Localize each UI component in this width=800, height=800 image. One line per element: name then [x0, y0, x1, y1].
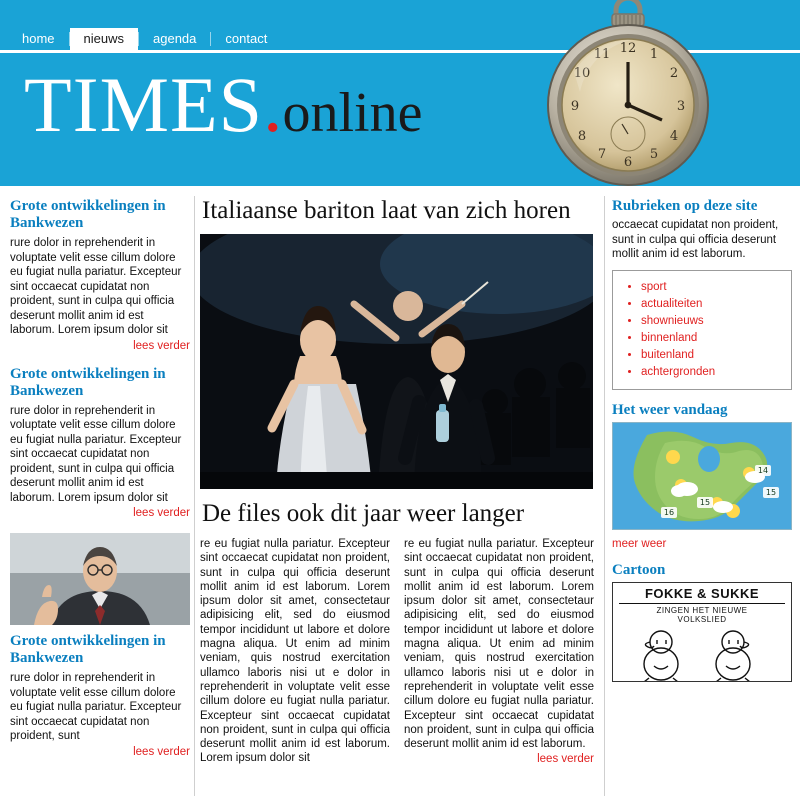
logo-dot: .	[263, 61, 283, 148]
cartoon-ducks-illustration	[613, 624, 791, 682]
list-item-binnenland[interactable]	[641, 330, 783, 347]
man-portrait-photo	[10, 533, 190, 625]
article-body-col-2: re eu fugiat nulla pariatur. Excepteur sint occaecat cupidatat non proident, sunt in culpa qui officia deserunt mollit anim id est laborum. Lorem ipsum dolor sit amet, consectetaur adipisicing elit, sed do eiusmod tempor incididunt ut labore et dolore magna aliqua. Ut enim ad minim veniam, quis nostrud exercitation ullamco laboris nisi ut e dolor in reprehenderit in voluptate velit esse cillum dolore eu fugiat nulla pariatur. Excepteur sint occaecat cupidatat non proident, sunt in culpa qui officia deserunt mollit anim id est laborum.	[404, 538, 594, 751]
side-article-heading: Grote ontwikkelingen in Bankwezen	[10, 365, 166, 399]
rubriek-label: sport	[641, 280, 667, 293]
list-item-shownieuws[interactable]	[641, 313, 783, 330]
logo-online: online	[282, 82, 423, 144]
rubrieken-list[interactable]	[619, 279, 783, 381]
netherlands-weather-map	[612, 422, 792, 530]
right-column	[612, 198, 792, 682]
logo-times: TIMES	[24, 61, 263, 148]
svg-text:4: 4	[669, 129, 679, 144]
list-item-sport[interactable]	[641, 279, 783, 296]
svg-text:10: 10	[573, 66, 591, 81]
nav-item-home[interactable]: home	[22, 31, 55, 46]
svg-text:15: 15	[699, 497, 711, 507]
svg-text:9: 9	[570, 99, 580, 114]
rubrieken-heading: Rubrieken op deze site	[612, 198, 758, 214]
side-article-body: rure dolor in reprehenderit in voluptate velit esse cillum dolore eu fugiat nulla pariatur. Excepteur sint occaecat cupidatat non proident, sunt	[10, 672, 182, 742]
opera-photo-illustration	[200, 234, 593, 489]
read-more-link[interactable]: lees verder	[133, 507, 190, 519]
rubriek-label: achtergronden	[641, 365, 716, 378]
lead-headline: Italiaanse bariton laat van zich horen	[202, 197, 571, 224]
svg-text:1: 1	[649, 47, 659, 62]
list-item-actualiteiten[interactable]	[641, 296, 783, 313]
page-content	[0, 190, 800, 800]
svg-text:3: 3	[676, 99, 686, 114]
side-article	[10, 633, 190, 760]
rubrieken-intro: occaecat cupidatat non proident, sunt in culpa qui officia deserunt mollit anim id est laborum.	[612, 219, 779, 260]
svg-text:7: 7	[597, 147, 607, 162]
second-headline: De files ook dit jaar weer langer	[202, 500, 525, 527]
cartoon-panel[interactable]	[612, 582, 792, 682]
cartoon-title: FOKKE & SUKKE	[644, 585, 760, 601]
svg-text:11: 11	[593, 47, 611, 62]
rubriek-label: shownieuws	[641, 314, 704, 327]
left-column	[10, 198, 190, 772]
nav-separator	[138, 32, 139, 46]
site-header	[0, 0, 800, 190]
pocket-watch-icon	[534, 0, 722, 188]
list-item-buitenland[interactable]	[641, 347, 783, 364]
cartoon-divider	[619, 603, 785, 604]
nav-item-agenda[interactable]: agenda	[153, 31, 197, 46]
nav-item-nieuws[interactable]: nieuws	[70, 28, 138, 50]
svg-text:8: 8	[577, 129, 587, 144]
svg-text:14: 14	[757, 465, 769, 475]
read-more-link[interactable]: lees verder	[133, 745, 190, 758]
rubriek-label: binnenland	[641, 331, 698, 344]
side-article-body: rure dolor in reprehenderit in voluptate velit esse cillum dolore eu fugiat nulla pariatur. Excepteur sint occaecat cupidatat non proident, sunt in culpa qui officia deserunt mollit anim id est laborum. Lorem ipsum dolor sit	[10, 237, 182, 336]
read-more-link[interactable]: lees verder	[133, 339, 190, 352]
side-article-heading: Grote ontwikkelingen in Bankwezen	[10, 633, 166, 666]
side-article	[10, 366, 190, 522]
svg-text:12: 12	[619, 41, 637, 56]
more-weather-link[interactable]: meer weer	[612, 537, 667, 550]
svg-text:16: 16	[663, 507, 675, 517]
rubriek-label: actualiteiten	[641, 297, 703, 310]
svg-text:15: 15	[765, 487, 777, 497]
nav-item-contact[interactable]: contact	[225, 31, 268, 46]
article-body-col-1: re eu fugiat nulla pariatur. Excepteur sint occaecat cupidatat non proident, sunt in culpa qui officia deserunt mollit anim id est laborum. Lorem ipsum dolor sit amet, consectetaur adipisicing elit, sed do eiusmod tempor incididunt ut labore et dolore magna aliqua. Ut enim ad minim veniam, quis nostrud exercitation ullamco laboris nisi ut e dolor in reprehenderit in voluptate velit esse cillum dolore eu fugiat nulla pariatur. Excepteur sint occaecat cupidatat non proident, sunt in culpa qui officia deserunt mollit anim id est laborum. Lorem ipsum dolor sit	[200, 538, 390, 765]
cartoon-subtitle-line1: ZINGEN HET NIEUWE	[656, 605, 748, 615]
read-more-link[interactable]: lees verder	[537, 753, 594, 766]
site-logo	[24, 61, 423, 152]
side-article-heading: Grote ontwikkelingen in Bankwezen	[10, 198, 166, 231]
column-divider-left	[194, 196, 195, 796]
nav-separator	[69, 32, 70, 46]
svg-text:5: 5	[649, 147, 659, 162]
main-column	[200, 196, 596, 767]
svg-text:6: 6	[623, 155, 633, 170]
rubriek-label: buitenland	[641, 348, 695, 361]
weather-heading: Het weer vandaag	[612, 401, 728, 418]
portrait-illustration	[10, 533, 190, 625]
rubrieken-list-box	[612, 270, 792, 390]
column-divider-right	[604, 196, 605, 796]
cartoon-heading: Cartoon	[612, 561, 666, 578]
nav-separator	[210, 32, 211, 46]
main-nav[interactable]	[8, 28, 281, 50]
weather-map-illustration	[613, 423, 792, 530]
list-item-achtergronden[interactable]	[641, 364, 783, 381]
side-article	[10, 198, 190, 354]
side-article-body: rure dolor in reprehenderit in voluptate velit esse cillum dolore eu fugiat nulla pariatur. Excepteur sint occaecat cupidatat non proident, sunt in culpa qui officia deserunt mollit anim id est laborum. Lorem ipsum dolor sit	[10, 404, 182, 504]
opera-singers-photo	[200, 234, 593, 489]
cartoon-subtitle-line2: VOLKSLIED	[677, 614, 727, 624]
article-body-columns	[200, 537, 596, 767]
svg-text:2: 2	[669, 66, 679, 81]
